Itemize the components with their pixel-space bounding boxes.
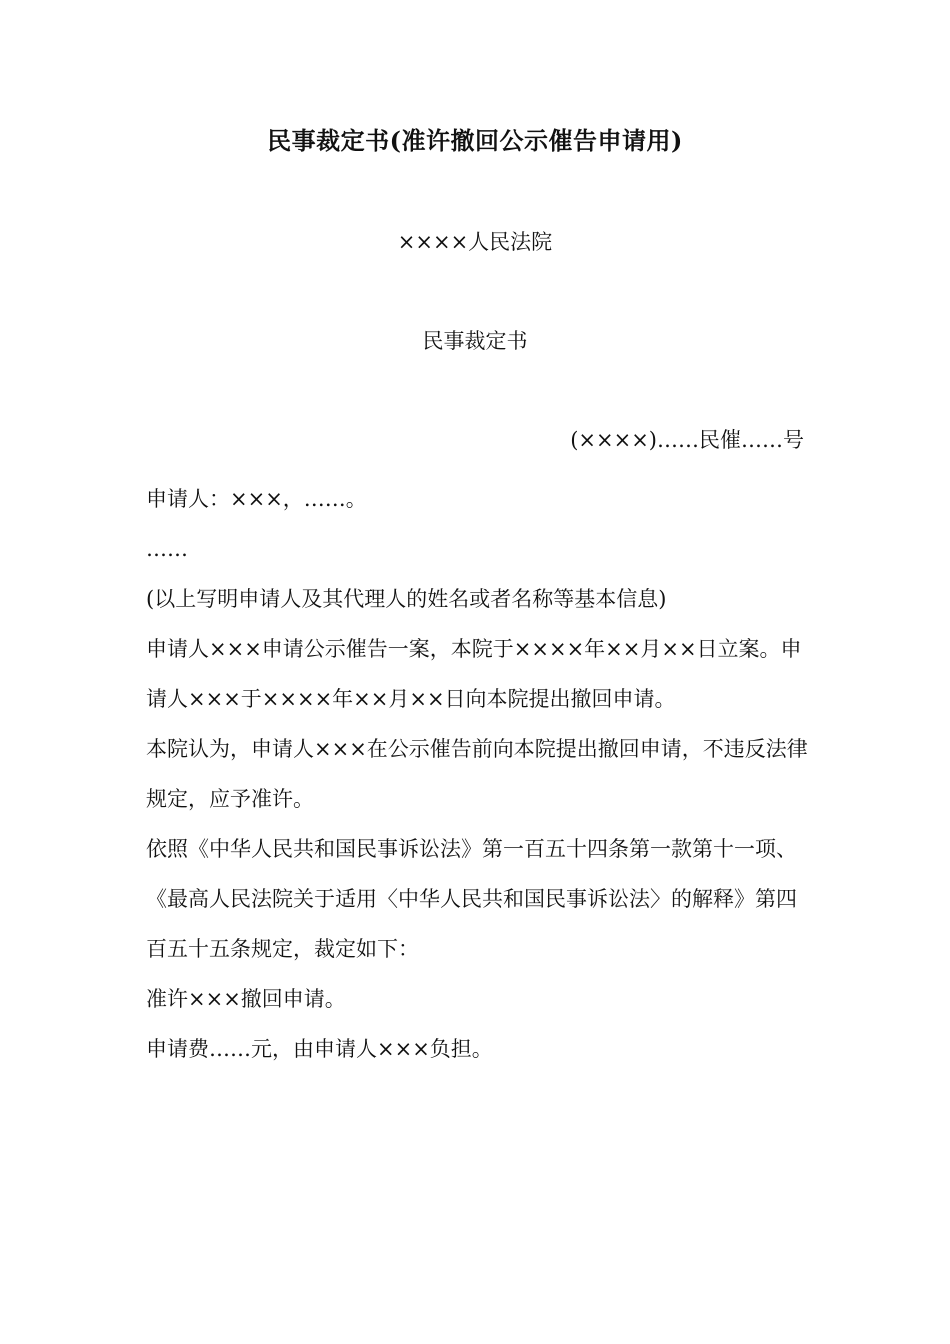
case-number: (××××)……民催……号 — [570, 428, 804, 452]
court-opinion-paragraph: 本院认为，申请人×××在公示催告前向本院提出撤回申请，不违反法律规定，应予准许。 — [146, 737, 808, 811]
basic-info-note: (以上写明申请人及其代理人的姓名或者名称等基本信息) — [146, 587, 667, 611]
ellipsis-line: …… — [146, 537, 188, 561]
document-title: 民事裁定书(准许撤回公示催告申请用) — [267, 126, 683, 155]
legal-basis-paragraph: 依照《中华人民共和国民事诉讼法》第一百五十四条第一款第十一项、《最高人民法院关于适用〈中华人民共和国民事诉讼法〉的解释》第四百五十五条规定，裁定如下： — [146, 837, 797, 961]
document-type-heading: 民事裁定书 — [422, 329, 528, 353]
fee-paragraph: 申请费……元，由申请人×××负担。 — [146, 1037, 493, 1061]
court-name: ××××人民法院 — [397, 230, 553, 254]
ruling-paragraph: 准许×××撤回申请。 — [146, 987, 346, 1011]
applicant-line: 申请人：×××，……。 — [146, 487, 367, 511]
case-facts-paragraph: 申请人×××申请公示催告一案，本院于××××年××月××日立案。申请人×××于××××年××月××日向本院提出撤回申请。 — [146, 637, 802, 711]
document-body — [146, 474, 808, 1074]
